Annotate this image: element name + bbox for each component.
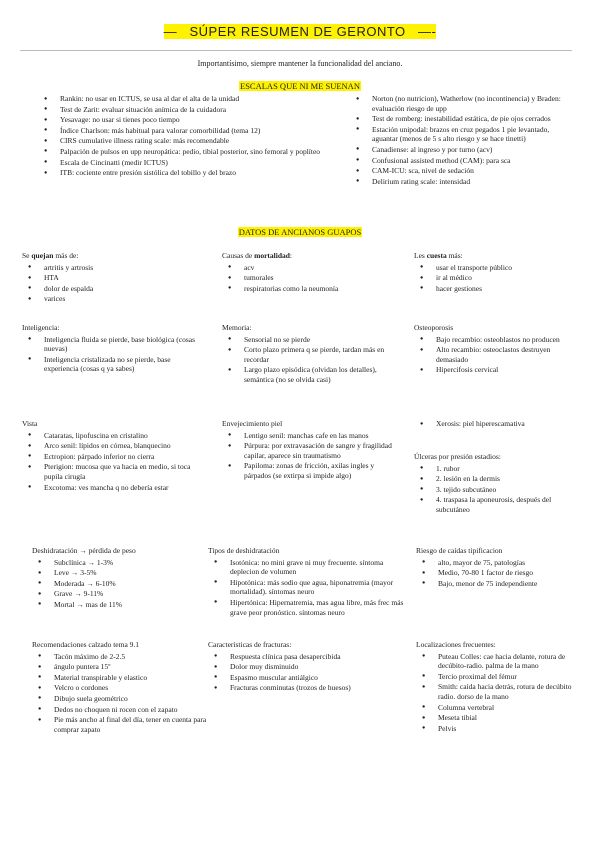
- list-item: ● 4. traspasa la aponeurosis, después del subcutáneo: [436, 495, 584, 514]
- deshidratacion-head: Deshidratación → pérdida de peso: [32, 546, 136, 555]
- osteoporosis-head: Osteoporosis: [414, 323, 454, 332]
- escalas-left: [38, 94, 323, 179]
- list-item: ● Pelvis: [438, 724, 576, 734]
- bullet-list: [414, 263, 584, 294]
- list-item: ● Largo plazo episódica (olvidan los detalles), semántica (no se olvida casi): [244, 365, 402, 384]
- tipos-block: [208, 546, 406, 618]
- list-item: ● 2. lesión en la dermis: [436, 474, 584, 484]
- bullet-list: [222, 335, 402, 385]
- list-item: ● Sensorial no se pierde: [244, 335, 402, 345]
- list-item: ● Moderada → 6-10%: [54, 579, 202, 589]
- list-item: ● Estación unipodal: brazos en cruz pegados 1 pie levantado, aguantar (menos de 5 s alto riesgo y se hace tinetti): [372, 125, 575, 144]
- cuesta-head: Les cuesta más:: [414, 251, 463, 260]
- list-item: ● dolor de espalda: [44, 284, 202, 294]
- inteligencia-head: Inteligencia:: [22, 323, 60, 332]
- fracturas-head: Características de fracturas:: [208, 640, 292, 649]
- list-item: ● Escala de Cincinatti (medir ICTUS): [60, 158, 323, 168]
- localizaciones-block: [416, 640, 576, 734]
- list-item: ● Hipercifosis cervical: [436, 365, 584, 375]
- list-item: ● Lentigo senil: manchas cafe en las manos: [244, 431, 402, 441]
- bullet-list: [22, 335, 202, 374]
- list-item: ● CAM-ICU: sca, nivel de sedación: [372, 166, 575, 176]
- list-item: ● Papiloma: zonas de fricción, axilas ingles y párpados (se extirpa si impide algo): [244, 461, 402, 480]
- bullet-list: [32, 652, 208, 735]
- piel-block: [222, 419, 402, 482]
- list-item: ● Espasmo muscular antiálgico: [230, 673, 406, 683]
- memoria-block: [222, 323, 402, 386]
- quejan-block: [22, 251, 202, 305]
- list-item: ● 3. tejido subcutáneo: [436, 485, 584, 495]
- mortalidad-block: [222, 251, 402, 294]
- bullet-list: [38, 94, 323, 178]
- memoria-head: Memoria:: [222, 323, 252, 332]
- list-item: ● Excotoma: ves mancha q no debería estar: [44, 483, 202, 493]
- list-item: ● Pterigion: mucosa que va hacia en medio, si toca pupila cirugía: [44, 462, 202, 481]
- list-item: ● Cataratas, lipofuscina en cristalino: [44, 431, 202, 441]
- bullet-list: [416, 558, 586, 589]
- cuesta-block: [414, 251, 584, 294]
- list-item: ● Púrpura: por extravasación de sangre y fragilidad capilar, aparece sin traumatismo: [244, 441, 402, 460]
- quejan-head: Se quejan más de:: [22, 251, 79, 260]
- ulceras-head: Úlceras por presión estadios:: [414, 452, 501, 461]
- xerosis-block: [414, 419, 584, 430]
- list-item: ● Norton (no nutricion), Watherlow (no incontinencia) y Braden: evaluación riesgo de upp: [372, 94, 575, 113]
- title-text: SÚPER RESUMEN DE GERONTO: [189, 24, 406, 39]
- calzado-head: Recomendaciones calzado tema 9.1: [32, 640, 140, 649]
- list-item: ● Test de romberg: inestabilidad estática, de pie ojos cerrados: [372, 114, 575, 124]
- ulceras-block: [414, 452, 584, 516]
- bullet-list: [222, 263, 402, 294]
- list-item: ● Ectropion: párpado inferior no cierra: [44, 452, 202, 462]
- deshidratacion-block: [32, 546, 202, 611]
- bullet-list: [32, 558, 202, 610]
- list-item: ● Dolor muy disminuido: [230, 662, 406, 672]
- list-item: ● Respuesta clínica pasa desapercibida: [230, 652, 406, 662]
- list-item: ● Dedos no choquen ni rocen con el zapato: [54, 705, 208, 715]
- list-item: ● Arco senil: lípidos en córnea, blanquecino: [44, 441, 202, 451]
- inteligencia-block: [22, 323, 202, 375]
- list-item: ● Material transpirable y elastico: [54, 673, 208, 683]
- osteoporosis-block: [414, 323, 584, 376]
- list-item: ● 1. rubor: [436, 464, 584, 474]
- list-item: ● ángulo puntera 15º: [54, 662, 208, 672]
- list-item: ● Tacón máximo de 2-2.5: [54, 652, 208, 662]
- list-item: ● Corto plazo primera q se pierde, tardan más en recordar: [244, 345, 402, 364]
- escalas-title: ESCALAS QUE NI ME SUENAN: [240, 81, 360, 91]
- list-item: ● Velcro o cordones: [54, 683, 208, 693]
- list-item: ● Yesavage: no usar si tienes poco tiempo: [60, 115, 323, 125]
- list-item: ● Mortal → mas de 11%: [54, 600, 202, 610]
- list-item: ● respiratorias como la neumonía: [244, 284, 402, 294]
- list-item: ● artritis y artrosis: [44, 263, 202, 273]
- bullet-list: [222, 431, 402, 481]
- bullet-list: [416, 652, 576, 734]
- escalas-right: [350, 94, 575, 187]
- list-item: ● acv: [244, 263, 402, 273]
- vista-block: [22, 419, 202, 493]
- list-item: ● Tercio proximal del fémur: [438, 672, 576, 682]
- list-item: ● ITB: cociente entre presión sistólica del tobillo y del brazo: [60, 168, 323, 178]
- list-item: ● Leve → 3-5%: [54, 568, 202, 578]
- list-item: ● Alto recambio: osteoclastos destruyen demasiado: [436, 345, 584, 364]
- bullet-list: [22, 431, 202, 493]
- title-deco-left: —: [163, 24, 178, 39]
- list-item: ● Bajo, menor de 75 independiente: [438, 579, 586, 589]
- list-item: ● Delirium rating scale: intensidad: [372, 177, 575, 187]
- caidas-head: Riesgo de caídas tipificacion: [416, 546, 503, 555]
- list-item: ● hacer gestiones: [436, 284, 584, 294]
- list-item: ● Índice Charlson: más habitual para valorar comorbilidad (tema 12): [60, 126, 323, 136]
- vista-head: Vista: [22, 419, 38, 428]
- calzado-block: [32, 640, 208, 735]
- list-item: ● Palpación de pulsos en upp neuropática: pedio, tibial posterior, sino femoral y poplíteo: [60, 147, 323, 157]
- list-item: ● Inteligencia fluida se pierde, base biológica (cosas nuevas): [44, 335, 202, 354]
- list-item: ● Subclínica → 1-3%: [54, 558, 202, 568]
- list-item: ● Canadiense: al ingreso y por turno (acv): [372, 145, 575, 155]
- list-item: ● Confusional assisted method (CAM): para sca: [372, 156, 575, 166]
- title-deco-right: —-: [418, 24, 437, 39]
- list-item: ● HTA: [44, 273, 202, 283]
- list-item: ● alto, mayor de 75, patologías: [438, 558, 586, 568]
- caidas-block: [416, 546, 586, 589]
- piel-head: Envejecimiento piel: [222, 419, 283, 428]
- list-item: ● Test de Zarit: evaluar situación anímica de la cuidadora: [60, 105, 323, 115]
- list-item: ● Dibujo suela geométrico: [54, 694, 208, 704]
- tipos-head: Tipos de deshidratación: [208, 546, 280, 555]
- list-item: ● Hipotónica: más sodio que agua, hiponatremia (mayor mortalidad). síntomas neuro: [230, 578, 406, 597]
- list-item: ● ir al médico: [436, 273, 584, 283]
- list-item: ● Isotónica: no mini grave ni muy frecuente. síntoma deplecion de volumen: [230, 558, 406, 577]
- list-item: ● Fracturas conminutas (trozos de huesos): [230, 683, 406, 693]
- bullet-list: [414, 464, 584, 515]
- list-item: ● Grave → 9-11%: [54, 589, 202, 599]
- list-item: ● Smith: caída hacia detrás, rotura de decúbito radio. dorso de la mano: [438, 682, 576, 701]
- list-item: ● varices: [44, 294, 202, 304]
- intro-text: Importantísimo, siempre mantener la funcionalidad del anciano.: [197, 59, 403, 68]
- bullet-list: [414, 419, 584, 429]
- bullet-list: [208, 652, 406, 693]
- list-item: ● Pie más ancho al final del día, tener en cuenta para comprar zapato: [54, 715, 208, 734]
- fracturas-block: [208, 640, 406, 694]
- bullet-list: [22, 263, 202, 304]
- list-item: ● CIRS cumulative illness rating scale: más recomendable: [60, 136, 323, 146]
- localizaciones-head: Localizaciones frecuentes:: [416, 640, 496, 649]
- mortalidad-head: Causas de mortalidad:: [222, 251, 293, 260]
- list-item: ● Medio, 70-80 1 factor de riesgo: [438, 568, 586, 578]
- bullet-list: [350, 94, 575, 186]
- datos-title: DATOS DE ANCIANOS GUAPOS: [238, 227, 362, 237]
- list-item: ● Rankin: no usar en ICTUS, se usa al dar el alta de la unidad: [60, 94, 323, 104]
- bullet-list: [414, 335, 584, 375]
- page-title: [0, 24, 600, 39]
- title-divider: [20, 50, 572, 51]
- list-item: ● Columna vertebral: [438, 703, 576, 713]
- list-item: ● Hipertónica: Hipernatremia, mas agua libre, más frec más grave peor pronóstico. síntomas neuro: [230, 598, 406, 617]
- list-item: ● Inteligencia cristalizada no se pierde, base experiencia (cosas q ya sabes): [44, 355, 202, 374]
- list-item: ● usar el transporte público: [436, 263, 584, 273]
- list-item: ● Xerosis: piel hiperescamativa: [436, 419, 584, 429]
- list-item: ● tumorales: [244, 273, 402, 283]
- list-item: ● Meseta tibial: [438, 713, 576, 723]
- list-item: ● Puteau Colles: cae hacia delante, rotura de decúbito-radio. palma de la mano: [438, 652, 576, 671]
- bullet-list: [208, 558, 406, 618]
- list-item: ● Bajo recambio: osteoblastos no producen: [436, 335, 584, 345]
